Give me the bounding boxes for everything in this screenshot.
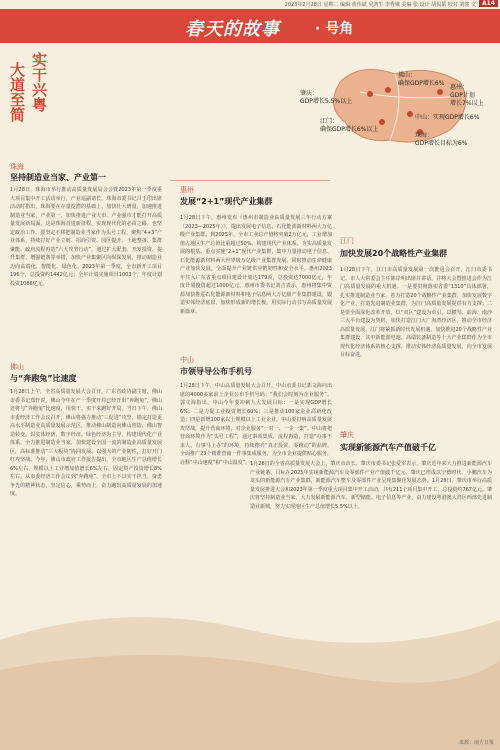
source-credit: 来源：南方日报 — [458, 740, 494, 746]
pin-zhaoqing — [367, 91, 373, 97]
section-headline-foshan: 与“奔跑兔”比速度 — [10, 374, 77, 383]
section-body-zhaoqing: 1月28日的全省高质量发展大会上，肇庆市市长、肇庆市委书记张爱军表示，肇庆近年来大力推进新能源汽车产业链条，目标在2025年实现新能源汽车及零部件产业产值破千亿元。肇庆已形成以宁德时代、小鹏汽车为龙头的新能源汽车产业集群，新能源汽车整车及零部件产业呈现集聚化发展态势。1月28日，肇庆市举行高质量发展推进大会和2023年第一季度重大项目集中开工活动，共有211个项目集中开工，总投资约767亿元。肇庆将坚持制造业当家，大力发展新能源汽车、新型储能、电子信息等产业，奋力建设粤港澳大湾区西部先进制造业新城，努力实现地区生产总值增长5.5%以上。 — [250, 461, 492, 510]
section-headline-huizhou: 发展“2+1”现代产业集群 — [180, 197, 273, 206]
divider — [170, 180, 330, 181]
section-body-zhuhai: 1月28日，珠海市举行推动高质量发展局会会暨2023年第一季度重大项目集中开工活动举行，产业巡副诸长，珠海市委书记吕玉印出席活动时指出，珠海要在存量挖潜的基础上，加快壮大增量，加速推进制造业当家，产业第一，加快推进产业大市、产业强市才能打开高质量发展新局面。这是珠海首进新征程，实现现代化的必由之路，也坚定政治工作。要坚定不移把制造业当家作为头号工程，聚焦“4+3”产业体系，持续打好产业立链、招商引资、园区提升、土地整备、集群聚能、政府流程再造“六大攻坚行动”，通过扩大配套、开发投资、提升集群、增强链条等举措，加快产业集聚区向纵深发展，推动制造业迈向高端化、智能化、绿色化。2023年第一季度，全市新开工项目196个，总投资约1442亿元；全年计划实施项目1003个，年度计划投资1086亿元。 — [10, 187, 162, 287]
slogan-col2: 大道至简 — [8, 62, 26, 122]
map-label-zhuhai: 珠海： GDP增长目标为6% — [415, 132, 468, 147]
map-label-zhaoqing: 肇庆： GDP增长5.5%以上 — [300, 90, 353, 105]
banner — [0, 9, 500, 43]
banner-title: 春天的故事 — [185, 19, 280, 40]
pin-zhongshan — [407, 111, 413, 117]
section-headline-zhaoqing: 实现新能源汽车产值破千亿 — [340, 443, 436, 452]
page-number: A14 — [479, 0, 498, 7]
section-headline-jiangmen: 加快发展20个战略性产业集群 — [340, 249, 448, 258]
section-body-foshan: 1月28日上午，全省高质量发展大会召开，广东省政协副主席、佛山市委书记郑轩说，佛山今年在产一季度开局已经开出“奔跑兔”，佛山还将与“奔跑兔”比速度，用快干、实干来跑好开局。当日下午，佛山市委经济工作会议召开，佛山将强力推动“三促进”攻坚，锚定打造更高水平制造业高质量发展示范区，推动佛山制造向佛山创造、佛山智造转变，以实体经济、数字经济、绿色经济为主导，构建现代化产业体系，全力推进制造业当家，加快建设全国一流的制造业高质量发展区，高标准推动“三大板块”协同发展。以强大的产业韧性，打好开门红攻坚战。今年，佛山市政府工作报告提出，全市地区生产总值增长6%左右，规模以上工业增加值增长6%左右，固定资产投资增长8%左右。从市委经济工作会议到“奔跑兔”，全市上下以实干担当、奋勇争先的精神状态，坚定信心，乘势而上，奋力跑出高质量发展的加速度。 — [10, 389, 162, 497]
edition-meta: 2023年2月28日 星期二 编辑 黄伟斌 吴鸿生 李秀娥 美编 张 设计 胡侃韬 校对 刘骏 文 — [284, 2, 476, 8]
section-body-huizhou: 1月28日下午，惠州发布《惠州市制造业高质量发展三年行动方案（2023—2025年）》，提出发展电子信息、石化能源新材料两大万亿级产业集群。到2025年，全市工业总产值将突破2万亿元，工业增加值占地区生产总值比重超过50%。构建现代产业体系，夯实高质量发展的根基。重点实施“2+1”现代产业集群，集中力量推动电子信息、石化能源新材料两大世界级万亿级产业集群发展，同时推动生命健康产业加快发展，全面提升产业链供应链韧性和安全水平。惠州2023年共入广东省重点项目建设计划达179项，总投资达7000亿元，年度计划投资超过1000亿元。惠州市委书记刘吉表示，惠州将集中资源加快推进石化能源新材料和电子信息两大万亿级产业集群建设，锻造实体经济底盘，加快形成新的增长极，用实际行动书写高质量发展新篇章。 — [180, 215, 332, 315]
section-city-zhongshan: 中山 — [180, 356, 194, 364]
section-city-huizhou: 惠州 — [180, 186, 194, 194]
section-city-foshan: 佛山 — [10, 363, 24, 371]
section-city-zhaoqing: 肇庆 — [340, 431, 354, 439]
section-body-jiangmen: 1月28日下午，江门市高质量发展第一次推进会召开，江门市委书记、市人大常委会主任陈岸明出席并讲话，并将大会暨推进会作为江门高质量发展的重大机遇。一是要贯彻落实省委“1310”具体部署，扎实推进制造业当家，着力打造20个战略性产业集群，加快发展数字化产业，打造先进制造业集群，为江门高质量发展提供有力支撑；二是要全面深化改革开放，以“双区”建设为牵引，以横琴、前海、南沙三大平台建设为契机，加快打造江门大广海湾经济区，推动全市经济高质量发展。江门将紧抓新时代发展机遇，加快推进20个战略性产业集群建设，其中新能源电池、高端装备制造等十大产业集群作为全市现代化经济体系的核心支撑，推动实体经济高质量发展，向全市发展目标奋进。 — [340, 267, 492, 358]
map-label-foshan: 佛山： 确保GDP增长6% — [398, 72, 445, 87]
map-label-jiangmen: 江门： 确保GDP增长6%以上 — [320, 118, 379, 133]
decorative-wave — [0, 600, 500, 750]
pin-jiangmen — [379, 119, 385, 125]
pin-huizhou — [437, 89, 443, 95]
map-label-zhongshan: 中山：实现GDP增长6% — [415, 114, 480, 121]
region-map — [300, 52, 490, 162]
section-headline-zhuhai: 坚持制造业当家、产业第一 — [10, 173, 106, 182]
banner-subtitle: · 号角 — [315, 21, 354, 37]
section-headline-zhongshan: 市领导导公布手机号 — [180, 367, 252, 376]
section-body-zhongshan: 1月28日下午，中山高质量发展大会召开，中山市委书记郭文海向出席的4000多家前上企业公布手机号码：“我们会时刻为企业服务”。郭文海指出，中山今年要冲刺九大发展目标：一是实现GDP增长6%；二是力促工业投资增长60%；三是推动100家企业高新化改造；四是新增100家以上规模以上工业企业。中山要打响高质量发展攻坚战，提升营商环境，对企业服务“一对一、一企一策”。中山将把营商环境作为“头号工程”，通过事项集成、流程再造，打造“办事不求人、有事马上办”的环境，持续擦亮“真正投资，零跑动”的品牌。全面推广23个精准营商一件事集成服务，为全市企业提供贴心服务，诠释“中山速度”和“中山温度”。 — [180, 383, 332, 466]
slogan-col1: 实干兴粤 — [30, 52, 48, 112]
section-city-jiangmen: 江门 — [340, 237, 354, 245]
section-city-zhuhai: 珠海 — [10, 163, 24, 171]
page-header — [0, 0, 500, 8]
map-label-huizhou: 惠州： GDP计划 增长7%以上 — [450, 84, 484, 107]
pin-foshan — [385, 87, 391, 93]
